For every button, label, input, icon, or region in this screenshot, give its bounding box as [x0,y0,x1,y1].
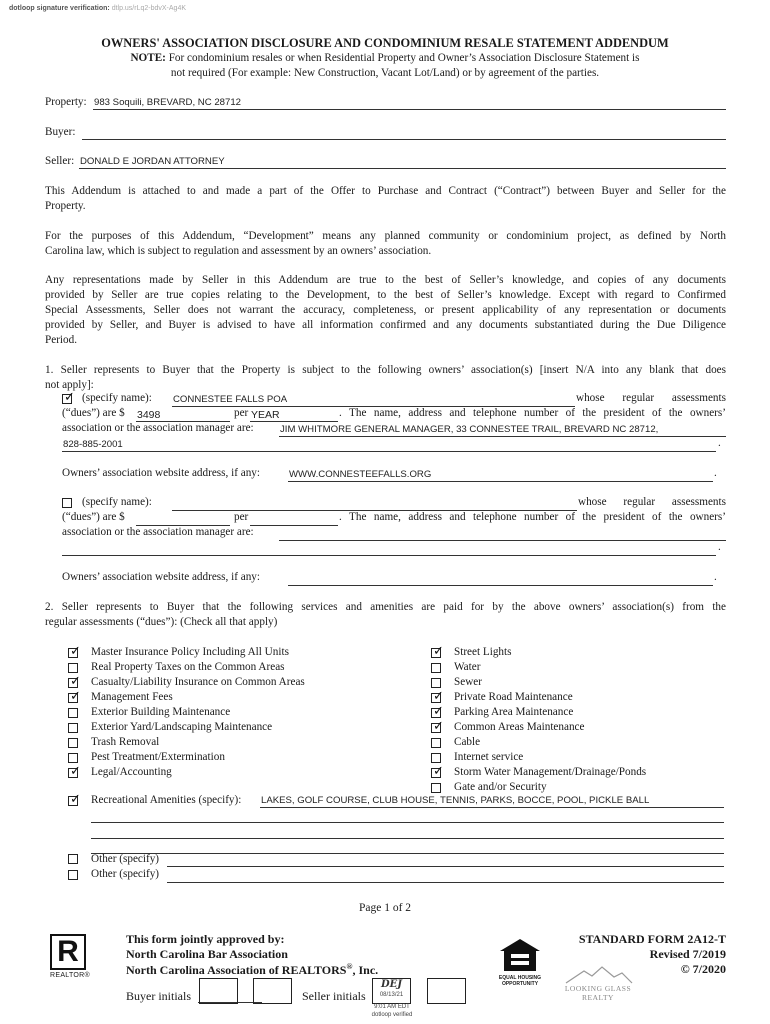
assoc-1-manager-field-2[interactable] [62,438,716,452]
paragraph-3-line-2: provided by Seller are true copies relating to the Development, to the best of Seller’s knowledge. Except with regard to Confirmed [45,289,726,301]
seller-initials-mark: DEJ [380,979,403,990]
section-1-intro-1: 1. Seller represents to Buyer that the Property is subject to the following owners’ association(s) [insert N/A into any blank that does [45,364,726,376]
section-2-intro-1: 2. Seller represents to Buyer that the following services and amenities are paid for by the above owners’ association(s) from the [45,601,726,613]
assoc-2-website-field[interactable] [288,572,713,586]
amenity-label: Parking Area Maintenance [454,706,574,718]
note-line-1 [0,51,770,66]
seller-initials-label: Seller initials [302,989,366,1003]
assoc-2-period-field[interactable] [250,512,338,526]
assoc-1-period: YEAR [251,409,280,421]
section-2-intro-2: regular assessments (“dues”): (Check all that apply) [45,616,278,628]
paragraph-2-line-2: Carolina law, which is subject to regulation and assessment by an owners’ association. [45,245,432,257]
checkmark-icon: ✓ [433,644,444,659]
paragraph-3-line-5: Period. [45,334,78,346]
other-2-checkbox[interactable] [68,870,78,880]
assoc-1-phone: 828-885-2001 [63,439,123,450]
checkmark-icon: ✓ [433,704,444,719]
amenity-label: Cable [454,736,481,748]
realtor-logo-caption: REALTOR® [50,972,90,979]
amenity-checkbox[interactable] [431,678,441,688]
property-label: Property: [45,96,87,108]
equal-housing-icon [498,937,542,985]
verification-link[interactable]: dtlp.us/rLq2-bdvX-Ag4K [111,5,187,12]
paragraph-3-line-1: Any representations made by Seller in this Addendum are true to the best of Seller’s knowledge, and copies of any documents [45,274,726,286]
assoc-1-manager-field[interactable] [279,423,726,437]
period-mark: . [718,541,721,553]
amenity-checkbox[interactable] [68,764,81,779]
buyer-initials-box-2[interactable] [253,978,292,1004]
amenity-checkbox[interactable] [431,644,444,659]
assoc-1-president-text: . The name, address and telephone number of the president of the owners’ [339,407,726,419]
amenity-label: Exterior Yard/Landscaping Maintenance [91,721,273,733]
assoc-1-website: WWW.CONNESTEEFALLS.ORG [289,469,432,480]
amenity-label: Water [454,661,481,673]
assoc-1-dues-label: (“dues”) are $ [62,407,125,419]
brokerage-name: LOOKING GLASS REALTY [564,984,632,1002]
assoc-2-per-label: per [234,511,249,523]
other-1-checkbox[interactable] [68,854,78,864]
assoc-2-whose-label: whose regular assessments [578,496,726,508]
paragraph-3-line-3: Special Assessments, Seller does not warrant the accuracy, completeness, or present applicability of any representation or documents [45,304,726,316]
amenity-checkbox[interactable] [431,783,441,793]
assoc-1-period-field[interactable] [250,408,338,422]
amenity-label: Street Lights [454,646,512,658]
seller-initials-time: 9:01 AM EDT [374,1004,410,1010]
amenity-checkbox[interactable] [68,663,78,673]
assoc-2-name-field[interactable] [172,497,577,511]
amenity-label: Casualty/Liability Insurance on Common Areas [91,676,305,688]
other-1-label: Other (specify) [91,853,160,865]
period-mark: . [718,437,721,449]
seller-initials-box-2[interactable] [427,978,466,1004]
registered-mark: ® [346,962,353,971]
seller-initials-box-1[interactable] [372,978,411,1004]
realtors-name: North Carolina Association of REALTORS [126,963,347,977]
assoc-2-manager-field-2[interactable] [62,542,716,556]
checkmark-icon: ✓ [70,764,81,779]
checkmark-icon: ✓ [70,674,81,689]
verification-header [9,5,186,12]
paragraph-1-line-2: Property. [45,200,86,212]
copyright: © 7/2020 [680,962,726,976]
assoc-2-dues-field[interactable] [136,512,230,526]
amenity-checkbox[interactable] [431,738,441,748]
buyer-initials-label: Buyer initials [126,989,191,1003]
amenity-label: Common Areas Maintenance [454,721,585,733]
amenity-label: Exterior Building Maintenance [91,706,231,718]
mountain-icon [552,963,644,985]
nc-bar-association: North Carolina Bar Association [126,947,288,961]
amenity-checkbox[interactable] [431,764,444,779]
amenity-checkbox[interactable] [68,689,81,704]
period-mark: . [714,467,717,479]
amenity-label: Gate and/or Security [454,781,547,793]
amenity-label: Pest Treatment/Extermination [91,751,225,763]
note-label: NOTE: [130,52,166,64]
recreational-field[interactable] [260,794,724,808]
realtor-logo-letter: R [57,935,79,968]
assoc-2-manager-field[interactable] [279,527,726,541]
other-2-field[interactable] [167,869,724,883]
amenity-label: Private Road Maintenance [454,691,573,703]
recreational-field-3[interactable] [91,826,724,839]
standard-form: STANDARD FORM 2A12-T [578,932,726,946]
amenity-label: Legal/Accounting [91,766,172,778]
recreational-value: LAKES, GOLF COURSE, CLUB HOUSE, TENNIS, PARKS, BOCCE, POOL, PICKLE BALL [261,795,650,806]
assoc-1-specify-label: (specify name): [82,392,152,404]
amenity-checkbox[interactable] [431,704,444,719]
amenity-checkbox[interactable] [68,644,81,659]
amenity-label: Trash Removal [91,736,160,748]
assoc-2-checkbox[interactable] [62,498,72,508]
seller-label: Seller: [45,155,75,167]
assoc-1-per-label: per [234,407,249,419]
amenity-checkbox[interactable] [431,689,444,704]
seller-initials-date: 08/13/21 [379,992,404,998]
realtors-suffix: , Inc. [352,963,379,977]
amenity-checkbox[interactable] [68,723,78,733]
assoc-1-dues: 3498 [137,409,161,421]
checkmark-icon: ✓ [433,764,444,779]
checkmark-icon: ✓ [64,390,75,405]
section-1-intro-2: not apply]: [45,379,94,391]
paragraph-3-line-4: provided by Seller, and Buyer is advised to have all information confirmed and any documents substantiated during the Due Diligence [45,319,726,331]
page-number: Page 1 of 2 [358,902,412,914]
property-value: 983 Soquili, BREVARD, NC 28712 [94,97,242,108]
amenity-checkbox[interactable] [68,738,78,748]
brokerage-logo [552,963,644,1003]
assoc-1-name-field[interactable] [172,393,575,407]
assoc-1-website-field[interactable] [288,468,713,482]
approved-by: This form jointly approved by: [126,932,285,946]
amenity-checkbox[interactable] [431,663,441,673]
buyer-label: Buyer: [45,126,76,138]
other-1-field[interactable] [167,853,724,867]
amenity-label: Master Insurance Policy Including All Units [91,646,289,658]
recreational-label: Recreational Amenities (specify): [91,794,242,806]
revised-date: Revised 7/2019 [649,947,726,961]
checkmark-icon: ✓ [70,689,81,704]
checkmark-icon: ✓ [433,689,444,704]
dotloop-verified: dotloop verified [371,1012,413,1018]
assoc-1-manager: JIM WHITMORE GENERAL MANAGER, 33 CONNESTEE TRAIL, BREVARD NC 28712, [280,424,659,435]
amenity-label: Management Fees [91,691,173,703]
amenity-label: Sewer [454,676,482,688]
assoc-1-name: CONNESTEE FALLS POA [173,394,288,405]
assoc-1-dues-field[interactable] [136,408,230,422]
recreational-field-2[interactable] [91,810,724,823]
amenity-checkbox[interactable] [431,719,444,734]
seller-value: DONALD E JORDAN ATTORNEY [80,156,225,167]
assoc-2-dues-label: (“dues”) are $ [62,511,125,523]
assoc-1-whose-label: whose regular assessments [576,392,726,404]
assoc-2-website-label: Owners’ association website address, if any: [62,571,261,583]
assoc-2-manager-label: association or the association manager are: [62,526,254,538]
house-icon [498,937,542,973]
period-mark: . [714,571,717,583]
paragraph-1-line-1: This Addendum is attached to and made a part of the Offer to Purchase and Contract (“Contract”) between Buyer and Seller for the [45,185,726,197]
note-text-1: For condominium resales or when Residential Property and Owner’s Association Disclosure Statement is [168,52,640,64]
paragraph-2-line-1: For the purposes of this Addendum, “Development” means any planned community or condominium project, as defined by North [45,230,726,242]
amenity-checkbox[interactable] [68,753,78,763]
amenity-checkbox[interactable] [431,753,441,763]
amenity-label: Storm Water Management/Drainage/Ponds [454,766,647,778]
checkmark-icon: ✓ [433,719,444,734]
property-field[interactable] [93,96,726,110]
realtor-logo [48,934,90,982]
assoc-1-checkbox[interactable] [62,390,75,405]
form-title: OWNERS' ASSOCIATION DISCLOSURE AND CONDOMINIUM RESALE STATEMENT ADDENDUM [101,36,669,50]
recreational-checkbox[interactable] [68,792,81,807]
buyer-field[interactable] [82,126,726,140]
assoc-2-specify-label: (specify name): [82,496,152,508]
assoc-1-manager-label: association or the association manager are: [62,422,254,434]
amenity-label: Real Property Taxes on the Common Areas [91,661,285,673]
note-line-2: not required (For example: New Construction, Vacant Lot/Land) or by agreement of the parties. [170,67,600,79]
amenity-checkbox[interactable] [68,708,78,718]
equal-housing-caption: EQUAL HOUSING OPPORTUNITY [498,975,542,987]
assoc-1-website-label: Owners’ association website address, if any: [62,467,261,479]
assoc-2-president-text: . The name, address and telephone number of the president of the owners’ [339,511,726,523]
amenity-label: Internet service [454,751,524,763]
nc-realtors-association [126,962,378,978]
buyer-initials-box-1[interactable] [199,978,238,1004]
amenity-checkbox[interactable] [68,674,81,689]
other-2-label: Other (specify) [91,868,160,880]
checkmark-icon: ✓ [70,792,81,807]
verification-label: dotloop signature verification: [9,5,110,12]
checkmark-icon: ✓ [70,644,81,659]
seller-field[interactable] [79,155,726,169]
